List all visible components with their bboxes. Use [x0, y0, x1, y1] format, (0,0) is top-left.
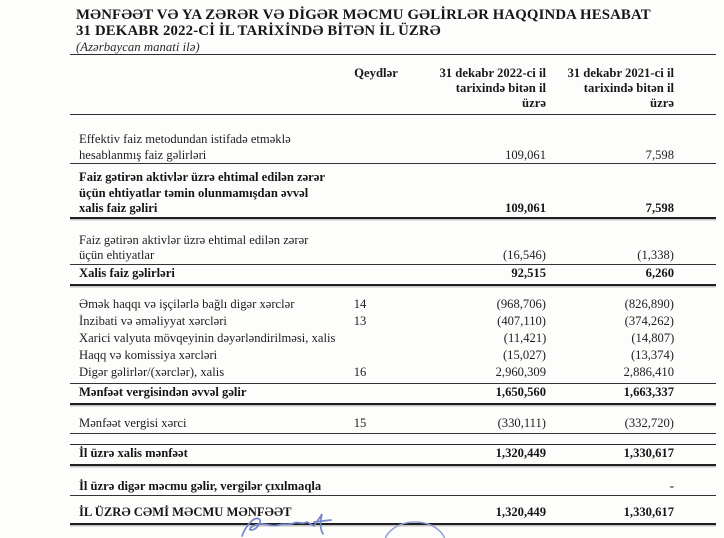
- row-value-2021: (826,890): [624, 297, 674, 311]
- signature-area: [228, 511, 468, 538]
- header-col-2021-line2: tarixində bitən il: [583, 81, 674, 95]
- table-row: [70, 446, 716, 464]
- row-value-2021: 1,330,617: [623, 505, 674, 519]
- row-label: İnzibati və əməliyyat xərcləri: [79, 314, 227, 328]
- row-value-2021: (1,338): [637, 248, 674, 262]
- header-col-2021-line1: 31 dekabr 2021-ci il: [567, 66, 674, 80]
- row-label: Digər gəlirlər/(xərclər), xalis: [79, 365, 225, 379]
- row-value-2022: (11,421): [503, 331, 547, 345]
- table-header-rule: [70, 114, 716, 115]
- document-header: [70, 0, 716, 54]
- row-label: Xalis faiz gəlirləri: [79, 265, 175, 280]
- table-row: [70, 170, 716, 217]
- table-rule: [70, 403, 716, 405]
- row-label: İL ÜZRƏ CƏMİ MƏCMU MƏNFƏƏT: [79, 505, 292, 519]
- header-col-2021-line3: üzrə: [650, 96, 674, 110]
- table-rule: [70, 433, 716, 434]
- row-value-2021: 7,598: [645, 201, 674, 215]
- row-value-2022: (330,111): [497, 415, 546, 430]
- table-row: [70, 385, 716, 403]
- table-rule: [70, 163, 716, 164]
- row-label: Əmək haqqı və işçilərlə bağlı digər xərclər: [79, 297, 295, 311]
- row-value-2021: -: [669, 478, 674, 493]
- row-label: Mənfəət vergisi xərci: [79, 415, 187, 430]
- row-value-2022: (16,546): [502, 248, 546, 262]
- header-col-2022-line1: 31 dekabr 2022-ci il: [439, 66, 546, 80]
- row-value-2021: (332,720): [624, 415, 674, 430]
- row-value-2022: 1,320,449: [495, 505, 546, 519]
- table-rule: [70, 495, 716, 496]
- row-value-2022: 2,960,309: [495, 365, 546, 379]
- header-col-2021: [546, 66, 674, 111]
- row-value-2021: 1,663,337: [623, 385, 674, 399]
- row-note: 16: [353, 365, 367, 379]
- table-row: [70, 266, 716, 285]
- row-value-2022: 1,320,449: [495, 446, 546, 460]
- row-value-2022: (407,110): [497, 314, 546, 328]
- row-label: Effektiv faiz metodundan istifadə etməklə hesablanmış faiz gəlirləri: [79, 132, 291, 162]
- table-row: [70, 233, 716, 264]
- row-value-2022: 1,650,560: [495, 385, 546, 399]
- table-row: [70, 296, 716, 313]
- document-title-line1: MƏNFƏƏT VƏ YA ZƏRƏR VƏ DİGƏR MƏCMU GƏLİRLƏR HAQQINDA HESABAT: [76, 7, 651, 23]
- table-row: [70, 330, 716, 347]
- table-rule: [70, 383, 716, 384]
- header-col-2022: [385, 66, 546, 111]
- row-value-2022: 109,061: [505, 147, 546, 162]
- row-value-2021: 7,598: [645, 147, 674, 162]
- row-label: Faiz gətirən aktivlər üzrə ehtimal edilən zərər üçün ehtiyatlar təmin olunmamışdan əvvəl xalis faiz gəliri: [79, 170, 325, 215]
- statement: [70, 0, 716, 525]
- document-title-line2: 31 DEKABR 2022-Cİ İL TARİXİNDƏ BİTƏN İL ÜZRƏ: [76, 22, 441, 39]
- row-value-2022: 109,061: [505, 201, 546, 215]
- table-rule: [70, 264, 716, 265]
- row-value-2021: (13,374): [630, 348, 674, 362]
- row-note: 15: [353, 415, 367, 430]
- row-value-2022: (968,706): [496, 297, 546, 311]
- row-label: Mənfəət vergisindən əvvəl gəlir: [79, 385, 247, 399]
- header-col-2022-line2: tarixində bitən il: [455, 81, 546, 95]
- row-label: Haqq və komissiya xərcləri: [79, 348, 218, 362]
- row-value-2021: 2,886,410: [623, 365, 674, 379]
- header-col-2022-line3: üzrə: [522, 96, 546, 110]
- stamp-edge: [384, 522, 446, 538]
- row-label: İl üzrə xalis mənfəət: [79, 446, 188, 460]
- table-rule: [70, 284, 716, 286]
- table-row: [70, 416, 716, 434]
- row-value-2022: (15,027): [502, 348, 546, 362]
- table-row: [70, 364, 716, 383]
- signature-ink: [242, 514, 331, 536]
- row-label: İl üzrə digər məcmu gəlir, vergilər çıxılmaqla: [79, 478, 322, 493]
- row-label: Xarici valyuta mövqeyinin dəyərləndirilməsi, xalis: [79, 331, 336, 345]
- table-row: [70, 347, 716, 364]
- row-value-2022: 92,515: [511, 265, 546, 280]
- document-subtitle: (Azərbaycan manati ilə): [76, 40, 200, 54]
- header-notes: Qeydlər: [354, 66, 398, 80]
- table-header-row: [70, 55, 716, 114]
- table-rule: [70, 217, 716, 219]
- row-value-2021: 1,330,617: [623, 446, 674, 460]
- row-value-2021: 6,260: [645, 265, 674, 280]
- table-rows: [70, 132, 716, 525]
- table-row: [70, 132, 716, 163]
- table-row: [70, 313, 716, 330]
- row-value-2021: (374,262): [624, 314, 674, 328]
- table-rule: [70, 444, 716, 445]
- row-note: 13: [353, 314, 367, 328]
- table-row: [70, 479, 716, 496]
- row-note: 14: [353, 297, 367, 311]
- table-rule: [70, 464, 716, 466]
- row-value-2021: (14,807): [631, 331, 675, 345]
- row-label: Faiz gətirən aktivlər üzrə ehtimal edilən zərər üçün ehtiyatlar: [79, 232, 309, 262]
